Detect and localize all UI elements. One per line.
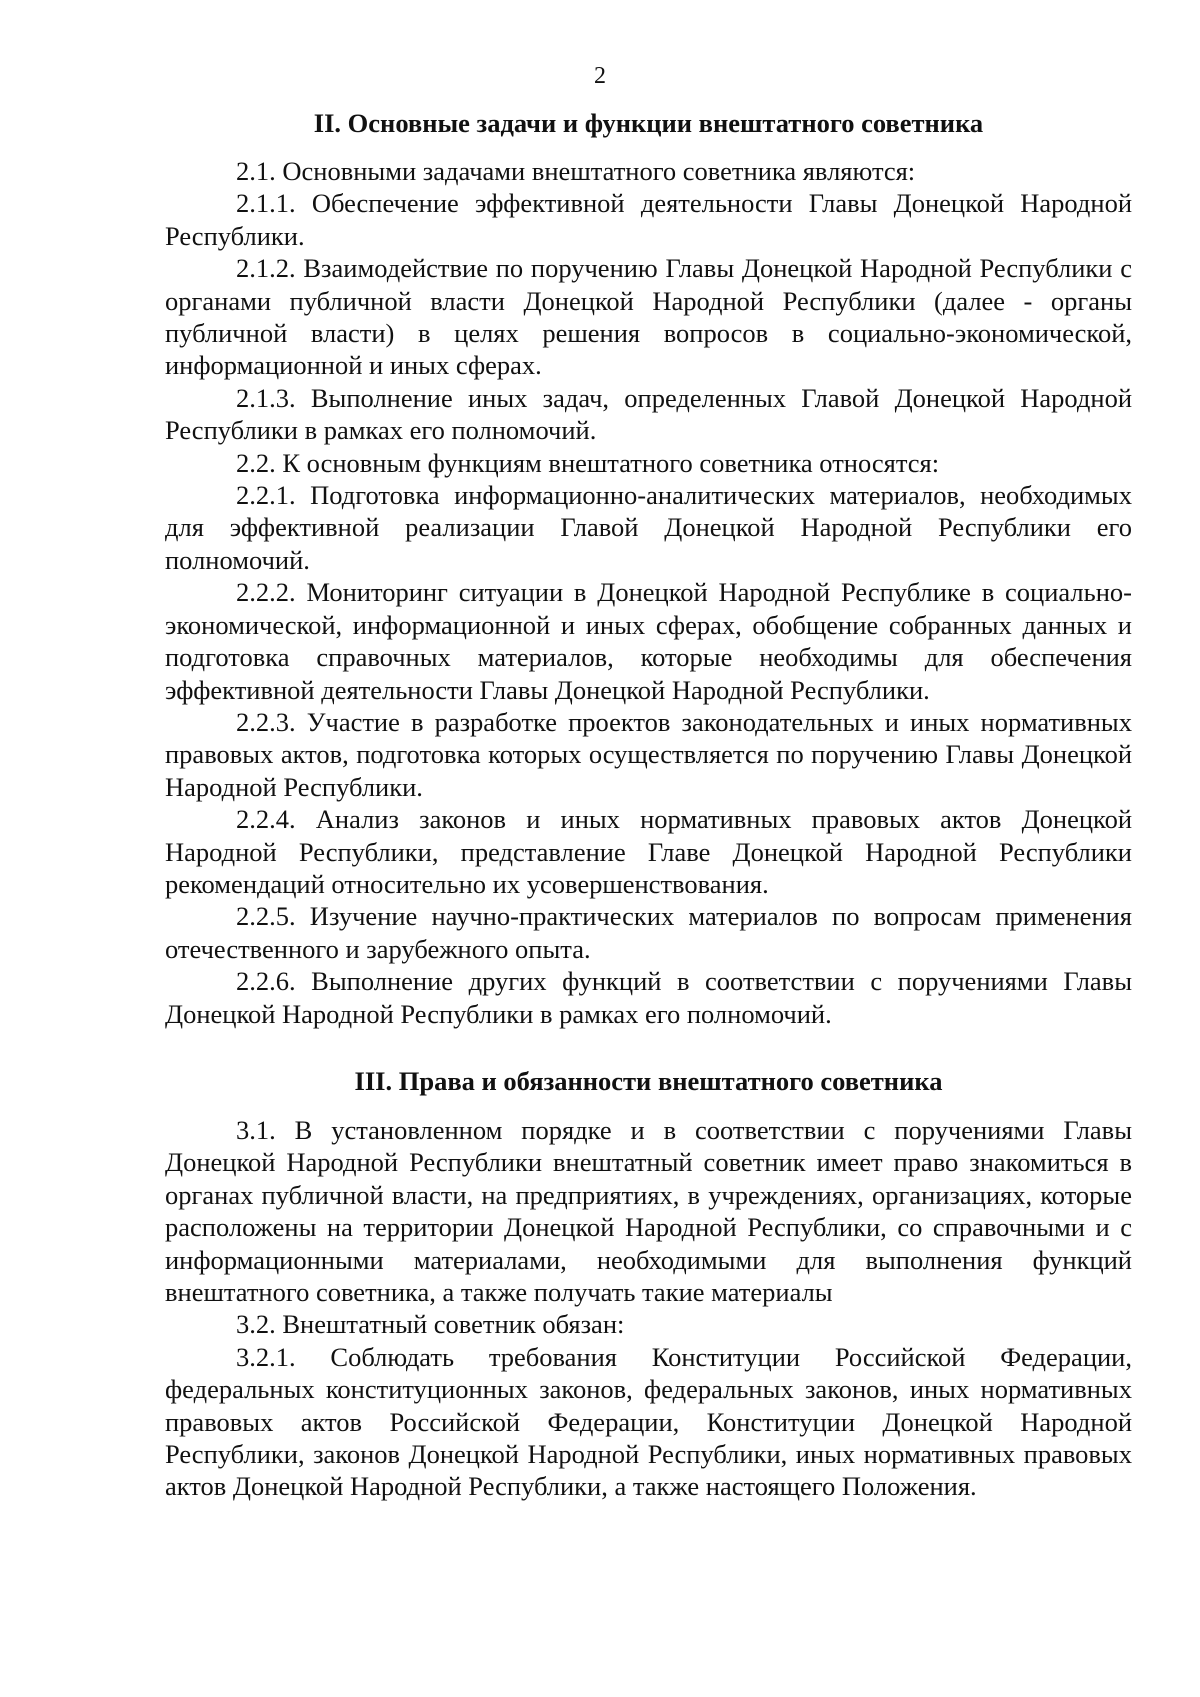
paragraph-2-1-2: 2.1.2. Взаимодействие по поручению Главы Донецкой Народной Республики с органами публичной власти Донецкой Народной Республики (далее - органы публичной власти) в целях решения вопросов в социально-экономической, информационной и иных сферах. xyxy=(165,253,1132,381)
paragraph-2-2-6: 2.2.6. Выполнение других функций в соответствии с поручениями Главы Донецкой Народной Республики в рамках его полномочий. xyxy=(165,966,1132,1029)
paragraph-2-2-4: 2.2.4. Анализ законов и иных нормативных правовых актов Донецкой Народной Республики, представление Главе Донецкой Народной Республики рекомендаций относительно их усовершенствования. xyxy=(165,804,1132,899)
paragraph-2-1: 2.1. Основными задачами внештатного советника являются: xyxy=(236,156,916,186)
paragraph-2-2-3: 2.2.3. Участие в разработке проектов законодательных и иных нормативных правовых актов, подготовка которых осуществляется по поручению Главы Донецкой Народной Республики. xyxy=(165,706,1132,802)
paragraph-2-2-2: 2.2.2. Мониторинг ситуации в Донецкой Народной Республике в социально-экономической, информационной и иных сферах, обобщение собранных данных и подготовка справочных материалов, которые необходимы для обеспечения эффективной деятельности Главы Донецкой Народной Республики. xyxy=(165,577,1132,705)
paragraph-2-1-3: 2.1.3. Выполнение иных задач, определенных Главой Донецкой Народной Республики в рамках его полномочий. xyxy=(165,382,1132,446)
paragraph-2-2: 2.2. К основным функциям внештатного советника относятся: xyxy=(236,447,940,478)
paragraph-3-2-1: 3.2.1. Соблюдать требования Конституции Российской Федерации, федеральных конституционных законов, федеральных законов, иных нормативных правовых актов Российской Федерации, Конституции Донецкой Народной Республики, законов Донецкой Народной Республики, иных нормативных правовых актов Донецкой Народной Республики, а также настоящего Положения. xyxy=(165,1341,1132,1502)
section-3-heading: III. Права и обязанности внештатного советника xyxy=(354,1065,943,1096)
paragraph-2-2-5: 2.2.5. Изучение научно-практических материалов по вопросам применения отечественного и зарубежного опыта. xyxy=(165,901,1132,964)
section-2-heading: II. Основные задачи и функции внештатного советника xyxy=(313,108,984,138)
page-number: 2 xyxy=(594,63,606,89)
paragraph-3-2: 3.2. Внештатный советник обязан: xyxy=(236,1309,625,1340)
document-body xyxy=(165,107,1132,1503)
paragraph-2-2-1: 2.2.1. Подготовка информационно-аналитических материалов, необходимых для эффективной реализации Главой Донецкой Народной Республики его полномочий. xyxy=(165,480,1132,575)
paragraph-3-1: 3.1. В установленном порядке и в соответствии с поручениями Главы Донецкой Народной Республики внештатный советник имеет право знакомиться в органах публичной власти, на предприятиях, в учреждениях, организациях, которые расположены на территории Донецкой Народной Республики, со справочными и с информационными материалами, необходимыми для выполнения функций внештатного советника, а также получать такие материалы xyxy=(165,1114,1132,1307)
paragraph-2-1-1: 2.1.1. Обеспечение эффективной деятельности Главы Донецкой Народной Республики. xyxy=(165,188,1132,251)
